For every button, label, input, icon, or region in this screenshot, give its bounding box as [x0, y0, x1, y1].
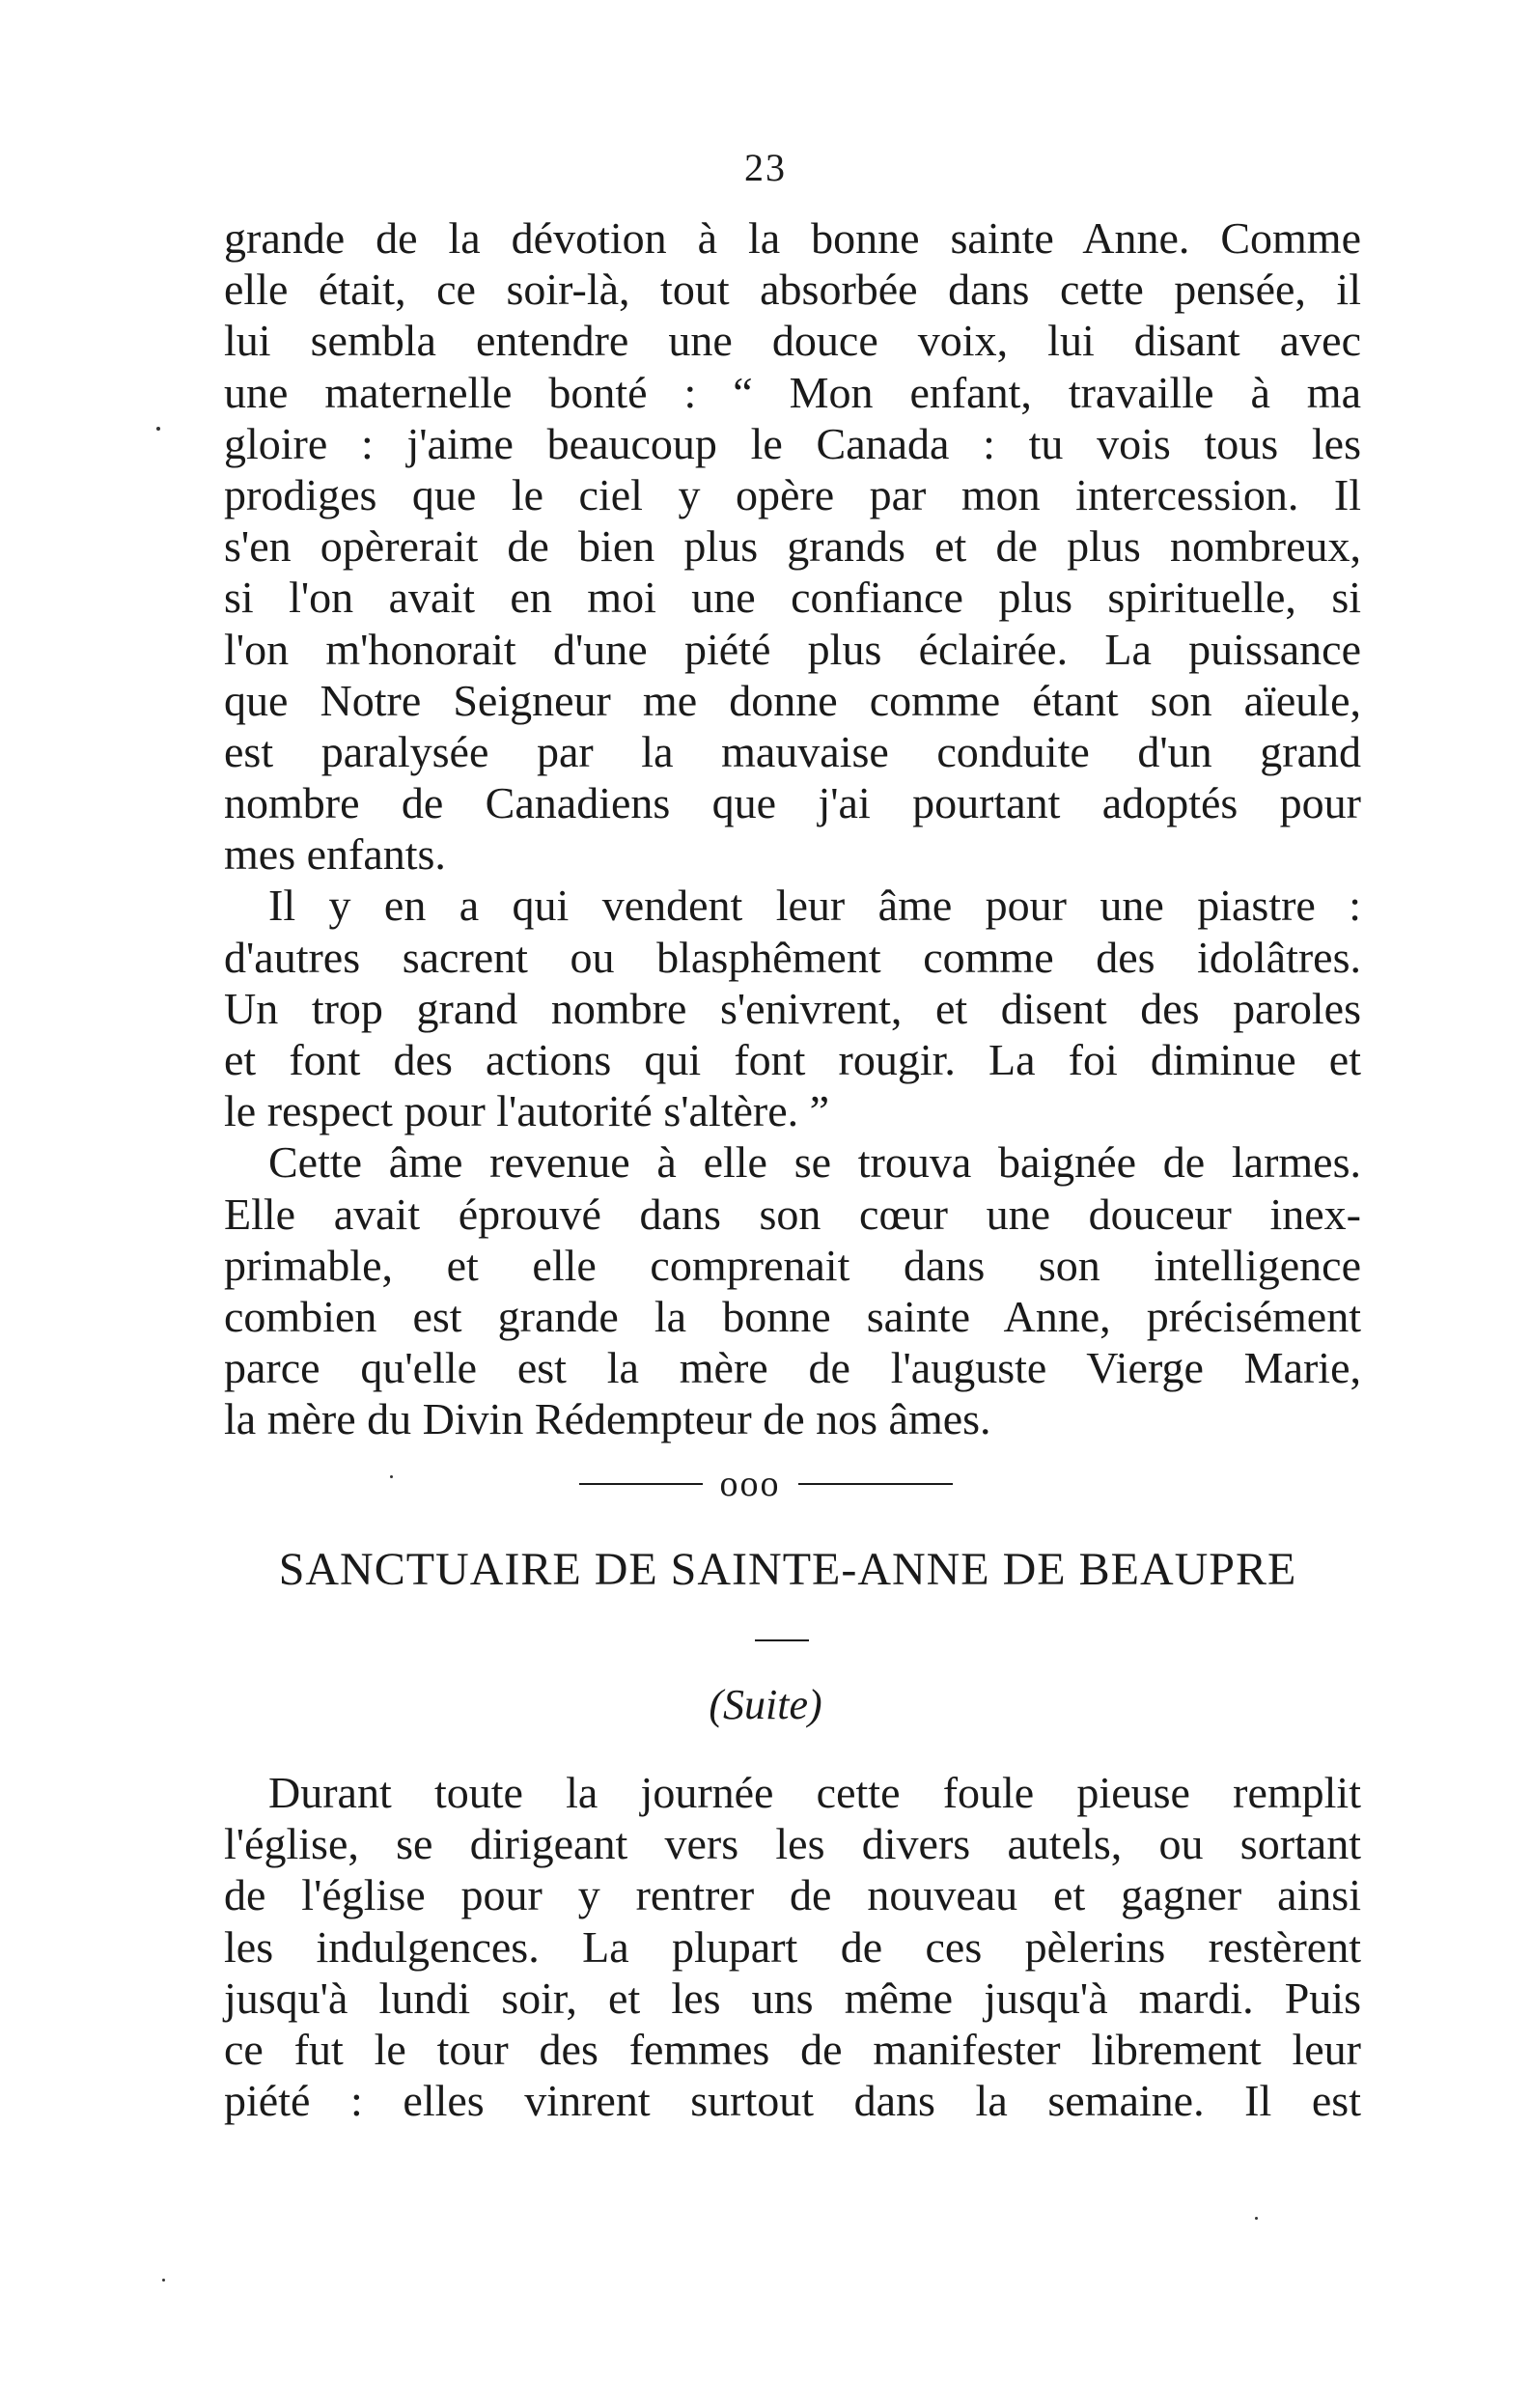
- text-line: et font des actions qui font rougir. La foi diminue et: [224, 1035, 1361, 1084]
- text-line: Cette âme revenue à elle se trouva baignée de larmes.: [268, 1137, 1361, 1188]
- text-line: primable, et elle comprenait dans son intelligence: [224, 1240, 1361, 1290]
- text-line: Un trop grand nombre s'enivrent, et disent des paroles: [224, 983, 1361, 1033]
- section-title: SANCTUAIRE DE SAINTE-ANNE DE BEAUPRE: [278, 1544, 1297, 1595]
- divider-ornament: ooo: [719, 1464, 781, 1504]
- text-line: Elle avait éprouvé dans son cœur une douceur inex-: [224, 1189, 1361, 1239]
- text-line: ce fut le tour des femmes de manifester librement leur: [224, 2024, 1361, 2074]
- text-line: l'église, se dirigeant vers les divers autels, ou sortant: [224, 1819, 1361, 1869]
- text-line: jusqu'à lundi soir, et les uns même jusqu'à mardi. Puis: [224, 1973, 1361, 2023]
- text-line: elle était, ce soir-là, tout absorbée dans cette pensée, il: [224, 265, 1361, 315]
- text-line: si l'on avait en moi une confiance plus spirituelle, si: [224, 573, 1361, 623]
- page-number: 23: [744, 146, 787, 189]
- text-line: grande de la dévotion à la bonne sainte Anne. Comme: [224, 213, 1361, 263]
- text-line: gloire : j'aime beaucoup le Canada : tu vois tous les: [224, 418, 1361, 468]
- text-line: lui sembla entendre une douce voix, lui disant avec: [224, 316, 1361, 366]
- section-subtitle: (Suite): [709, 1681, 822, 1728]
- text-line: s'en opèrerait de bien plus grands et de plus nombreux,: [224, 521, 1361, 572]
- text-line: de l'église pour y rentrer de nouveau et gagner ainsi: [224, 1870, 1361, 1920]
- text-line: mes enfants.: [224, 829, 446, 880]
- text-line: Durant toute la journée cette foule pieuse remplit: [268, 1768, 1361, 1817]
- print-speck: [156, 427, 160, 431]
- divider-rule-right: [798, 1483, 953, 1485]
- text-line: une maternelle bonté : “ Mon enfant, travaille à ma: [224, 367, 1361, 417]
- text-line: la mère du Divin Rédempteur de nos âmes.: [224, 1394, 991, 1444]
- divider-rule-left: [579, 1483, 703, 1485]
- paragraph-block-top: [224, 212, 1361, 1445]
- title-underline-rule: [755, 1639, 809, 1641]
- section-divider: [0, 1460, 1531, 1508]
- text-line: l'on m'honorait d'une piété plus éclairée. La puissance: [224, 624, 1361, 674]
- text-line: parce qu'elle est la mère de l'auguste Vierge Marie,: [224, 1343, 1361, 1393]
- print-speck: [390, 1475, 393, 1478]
- text-line: d'autres sacrent ou blasphêment comme des idolâtres.: [224, 932, 1361, 982]
- text-line: piété : elles vinrent surtout dans la semaine. Il est: [224, 2076, 1361, 2126]
- text-line: nombre de Canadiens que j'ai pourtant adoptés pour: [224, 778, 1361, 828]
- print-speck: [1255, 2217, 1258, 2220]
- print-speck: [162, 2279, 165, 2282]
- text-line: est paralysée par la mauvaise conduite d'un grand: [224, 726, 1361, 776]
- text-line: combien est grande la bonne sainte Anne, précisément: [224, 1291, 1361, 1341]
- text-line: que Notre Seigneur me donne comme étant son aïeule,: [224, 675, 1361, 725]
- paragraph-block-bottom: [224, 1767, 1361, 2126]
- text-line: Il y en a qui vendent leur âme pour une piastre :: [268, 881, 1361, 931]
- text-line: le respect pour l'autorité s'altère. ”: [224, 1086, 830, 1136]
- text-line: les indulgences. La plupart de ces pèlerins restèrent: [224, 1921, 1361, 1972]
- text-line: prodiges que le ciel y opère par mon intercession. Il: [224, 469, 1361, 519]
